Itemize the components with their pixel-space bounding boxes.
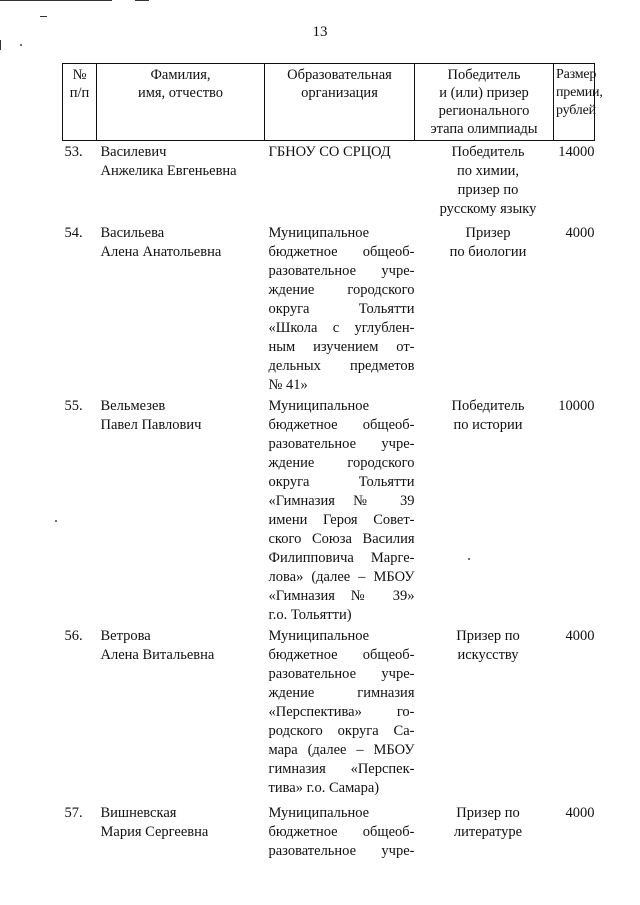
row-name: Василевич Анжелика Евгеньевна	[100, 144, 237, 179]
row-prize: 4000	[565, 224, 595, 241]
page-number: 13	[312, 24, 328, 40]
row-award: Победитель по истории	[451, 397, 525, 433]
row-organization: Муниципальное бюджетное общеоб- разовательное учре- ждение городского округа Тольятти «Школа с углублен- ным изучением от- дельных предметов № 41»	[268, 224, 415, 393]
table-row	[63, 222, 595, 395]
row-prize: 14000	[558, 144, 595, 160]
row-organization: ГБНОУ СО СРЦОД	[268, 144, 391, 160]
table-row	[63, 395, 595, 625]
table-row	[63, 625, 595, 802]
row-prize: 4000	[565, 804, 595, 821]
header-name: Фамилия, имя, отчество	[97, 64, 265, 141]
winners-table	[62, 63, 603, 861]
row-award: Призер по литературе	[453, 804, 523, 840]
row-organization: Муниципальное бюджетное общеоб- разовательное учре-	[268, 804, 415, 859]
header-organization: Образовательная организация	[265, 64, 415, 141]
row-award: Призер по искусству	[456, 627, 520, 663]
row-organization: Муниципальное бюджетное общеоб- разовательное учре- ждение городского округа Тольятти «Гимназия № 39 имени Героя Совет- ского Союза Василия Филипповича Марге- лова» (далее – МБОУ «Гимназия № 39» г.о. Тольятти)	[268, 397, 415, 623]
row-number: 56.	[64, 627, 83, 644]
scan-line-dash	[40, 16, 47, 17]
header-number: № п/п	[63, 64, 97, 141]
row-award: Победитель по химии, призер по русскому языку	[439, 144, 537, 217]
scan-line-left-margin	[0, 40, 1, 50]
row-award: Призер по биологии	[449, 224, 527, 260]
table-row	[63, 802, 595, 861]
row-prize: 4000	[565, 627, 595, 644]
header-prize: Размер премии, рублей	[554, 64, 595, 141]
row-prize: 10000	[558, 397, 595, 414]
row-name: Вишневская Мария Сергеевна	[100, 804, 209, 840]
row-number: 54.	[64, 224, 83, 241]
row-name: Ветрова Алена Витальевна	[100, 627, 215, 663]
row-number: 53.	[64, 144, 83, 160]
scan-line-top-short	[135, 0, 149, 1]
table-header-row	[63, 64, 595, 141]
row-name: Васильева Алена Анатольевна	[100, 224, 222, 260]
scan-dot	[55, 520, 57, 522]
header-award: Победитель и (или) призер регионального этапа олимпиады	[415, 64, 554, 141]
row-number: 55.	[64, 397, 83, 414]
table-row	[63, 141, 595, 222]
row-organization: Муниципальное бюджетное общеоб- разовательное учре- ждение гимназия «Перспектива» го- родского округа Са- мара (далее – МБОУ гимназия «Перспек- тива» г.о. Самара)	[268, 627, 415, 796]
scan-dot	[20, 44, 22, 46]
row-number: 57.	[64, 804, 83, 821]
row-name: Вельмезев Павел Павлович	[100, 397, 202, 433]
scan-line-top-left	[0, 0, 112, 1]
